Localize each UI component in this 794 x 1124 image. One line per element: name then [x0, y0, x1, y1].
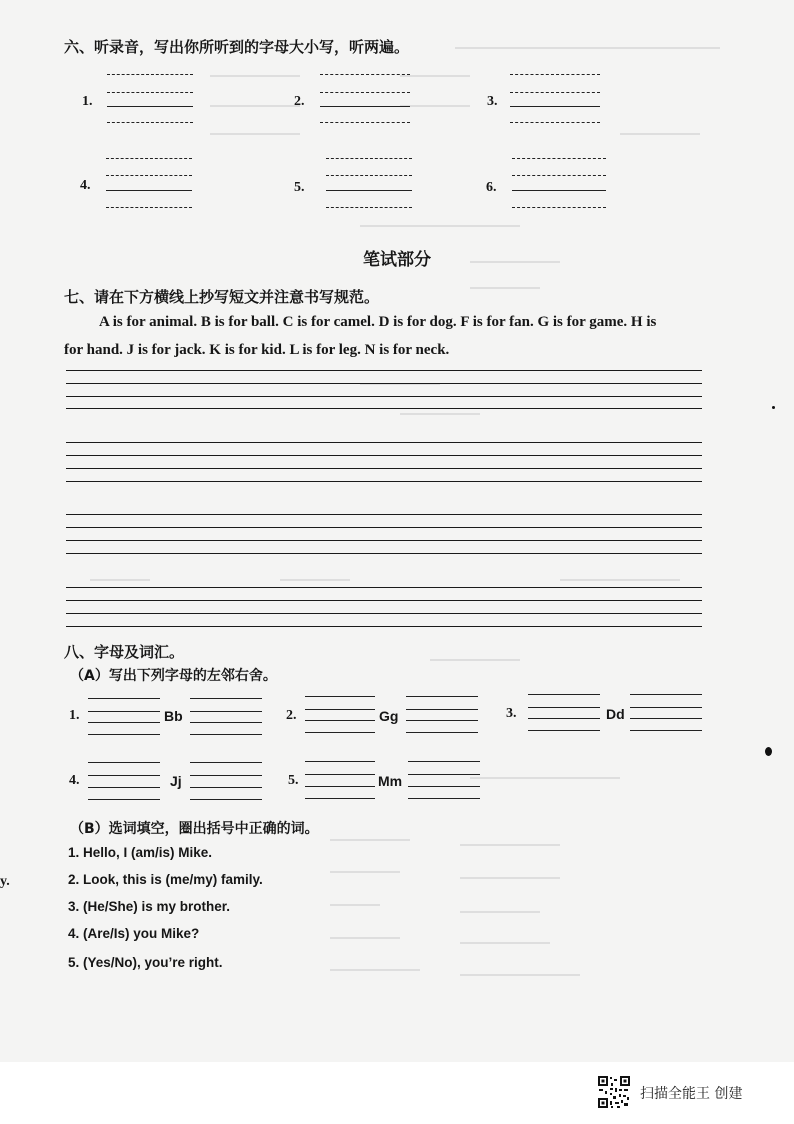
scan-speck — [765, 747, 772, 756]
copy-line[interactable] — [66, 514, 702, 515]
answer-line-guide — [512, 158, 606, 159]
margin-fragment: y. — [0, 874, 10, 889]
answer-line-base[interactable] — [512, 190, 606, 191]
copy-line[interactable] — [66, 527, 702, 528]
answer-line-guide — [512, 175, 606, 176]
listen-item-number: 5. — [294, 180, 305, 195]
copy-line[interactable] — [66, 626, 702, 627]
letter-answer-line[interactable] — [190, 734, 262, 735]
qr-code-icon — [597, 1075, 631, 1109]
choice-question[interactable]: 1. Hello, I (am/is) Mike. — [68, 845, 213, 860]
letter-answer-line[interactable] — [408, 786, 480, 787]
copy-line[interactable] — [66, 553, 702, 554]
partA-heading: （A）写出下列字母的左邻右舍。 — [70, 668, 277, 684]
answer-line-guide — [510, 74, 600, 75]
letter-answer-line[interactable] — [88, 722, 160, 723]
answer-line-guide — [320, 92, 410, 93]
letter-answer-line[interactable] — [88, 762, 160, 763]
letter-answer-line[interactable] — [408, 798, 480, 799]
letter-answer-line[interactable] — [408, 761, 480, 762]
letter-answer-line[interactable] — [305, 786, 375, 787]
letter-item-number: 2. — [286, 708, 297, 723]
passage-line-2: for hand. J is for jack. K is for kid. L is for leg. N is for neck. — [64, 342, 450, 358]
letter-answer-line[interactable] — [408, 774, 480, 775]
letter-answer-line[interactable] — [88, 799, 160, 800]
letter-answer-line[interactable] — [528, 707, 600, 708]
section8-heading: 八、字母及词汇。 — [64, 643, 185, 661]
copy-line[interactable] — [66, 370, 702, 371]
letter-answer-line[interactable] — [630, 707, 702, 708]
letter-answer-line[interactable] — [88, 711, 160, 712]
letter-answer-line[interactable] — [406, 720, 478, 721]
answer-line-guide — [510, 92, 600, 93]
given-letter: Gg — [379, 708, 399, 724]
scan-speck — [772, 406, 775, 409]
written-section-title: 笔试部分 — [363, 250, 431, 270]
letter-answer-line[interactable] — [528, 730, 600, 731]
given-letter: Bb — [164, 708, 183, 724]
answer-line-base[interactable] — [320, 106, 410, 107]
answer-line-guide — [106, 175, 192, 176]
section7-heading: 七、请在下方横线上抄写短文并注意书写规范。 — [64, 288, 380, 306]
answer-line-guide — [106, 158, 192, 159]
scanner-watermark: 扫描全能王 创建 — [640, 1086, 743, 1102]
copy-line[interactable] — [66, 600, 702, 601]
choice-question[interactable]: 2. Look, this is (me/my) family. — [68, 872, 263, 887]
listen-item-number: 6. — [486, 180, 497, 195]
answer-line-guide — [106, 207, 192, 208]
answer-line-base[interactable] — [510, 106, 600, 107]
letter-answer-line[interactable] — [528, 694, 600, 695]
letter-answer-line[interactable] — [630, 718, 702, 719]
letter-answer-line[interactable] — [305, 798, 375, 799]
copy-line[interactable] — [66, 408, 702, 409]
choice-question[interactable]: 5. (Yes/No), you’re right. — [68, 955, 223, 970]
letter-answer-line[interactable] — [630, 730, 702, 731]
answer-line-guide — [320, 122, 410, 123]
copy-line[interactable] — [66, 396, 702, 397]
copy-line[interactable] — [66, 540, 702, 541]
letter-answer-line[interactable] — [190, 775, 262, 776]
letter-answer-line[interactable] — [305, 720, 375, 721]
answer-line-guide — [107, 92, 193, 93]
listen-item-number: 4. — [80, 178, 91, 193]
copy-line[interactable] — [66, 481, 702, 482]
letter-item-number: 1. — [69, 708, 80, 723]
copy-line[interactable] — [66, 468, 702, 469]
listen-item-number: 2. — [294, 94, 305, 109]
answer-line-guide — [512, 207, 606, 208]
partB-heading: （B）选词填空，圈出括号中正确的词。 — [70, 821, 319, 837]
choice-question[interactable]: 4. (Are/Is) you Mike? — [68, 926, 200, 941]
answer-line-guide — [326, 158, 412, 159]
letter-answer-line[interactable] — [88, 787, 160, 788]
letter-answer-line[interactable] — [528, 718, 600, 719]
letter-answer-line[interactable] — [406, 709, 478, 710]
given-letter: Jj — [170, 773, 182, 789]
letter-answer-line[interactable] — [88, 775, 160, 776]
answer-line-base[interactable] — [107, 106, 193, 107]
copy-line[interactable] — [66, 383, 702, 384]
letter-answer-line[interactable] — [190, 722, 262, 723]
letter-answer-line[interactable] — [190, 799, 262, 800]
copy-line[interactable] — [66, 613, 702, 614]
letter-answer-line[interactable] — [190, 762, 262, 763]
letter-item-number: 4. — [69, 773, 80, 788]
answer-line-guide — [107, 122, 193, 123]
letter-answer-line[interactable] — [406, 732, 478, 733]
answer-line-guide — [320, 74, 410, 75]
letter-answer-line[interactable] — [630, 694, 702, 695]
letter-item-number: 3. — [506, 706, 517, 721]
answer-line-guide — [107, 74, 193, 75]
letter-answer-line[interactable] — [190, 711, 262, 712]
copy-line[interactable] — [66, 587, 702, 588]
section6-heading: 六、听录音，写出你所听到的字母大小写，听两遍。 — [64, 38, 410, 56]
answer-line-base[interactable] — [326, 190, 412, 191]
answer-line-guide — [326, 207, 412, 208]
copy-line[interactable] — [66, 442, 702, 443]
answer-line-guide — [510, 122, 600, 123]
listen-item-number: 1. — [82, 94, 93, 109]
passage-line-1: A is for animal. B is for ball. C is for camel. D is for dog. F is for fan. G is for game. H is — [99, 314, 657, 330]
given-letter: Dd — [606, 706, 625, 722]
choice-question[interactable]: 3. (He/She) is my brother. — [68, 899, 231, 914]
copy-line[interactable] — [66, 455, 702, 456]
letter-answer-line[interactable] — [305, 761, 375, 762]
answer-line-base[interactable] — [106, 190, 192, 191]
answer-line-guide — [326, 175, 412, 176]
letter-answer-line[interactable] — [305, 774, 375, 775]
listen-item-number: 3. — [487, 94, 498, 109]
letter-answer-line[interactable] — [190, 787, 262, 788]
letter-answer-line[interactable] — [305, 696, 375, 697]
letter-answer-line[interactable] — [305, 709, 375, 710]
letter-answer-line[interactable] — [406, 696, 478, 697]
letter-answer-line[interactable] — [190, 698, 262, 699]
letter-item-number: 5. — [288, 773, 299, 788]
letter-answer-line[interactable] — [305, 732, 375, 733]
letter-answer-line[interactable] — [88, 698, 160, 699]
given-letter: Mm — [378, 773, 403, 789]
letter-answer-line[interactable] — [88, 734, 160, 735]
